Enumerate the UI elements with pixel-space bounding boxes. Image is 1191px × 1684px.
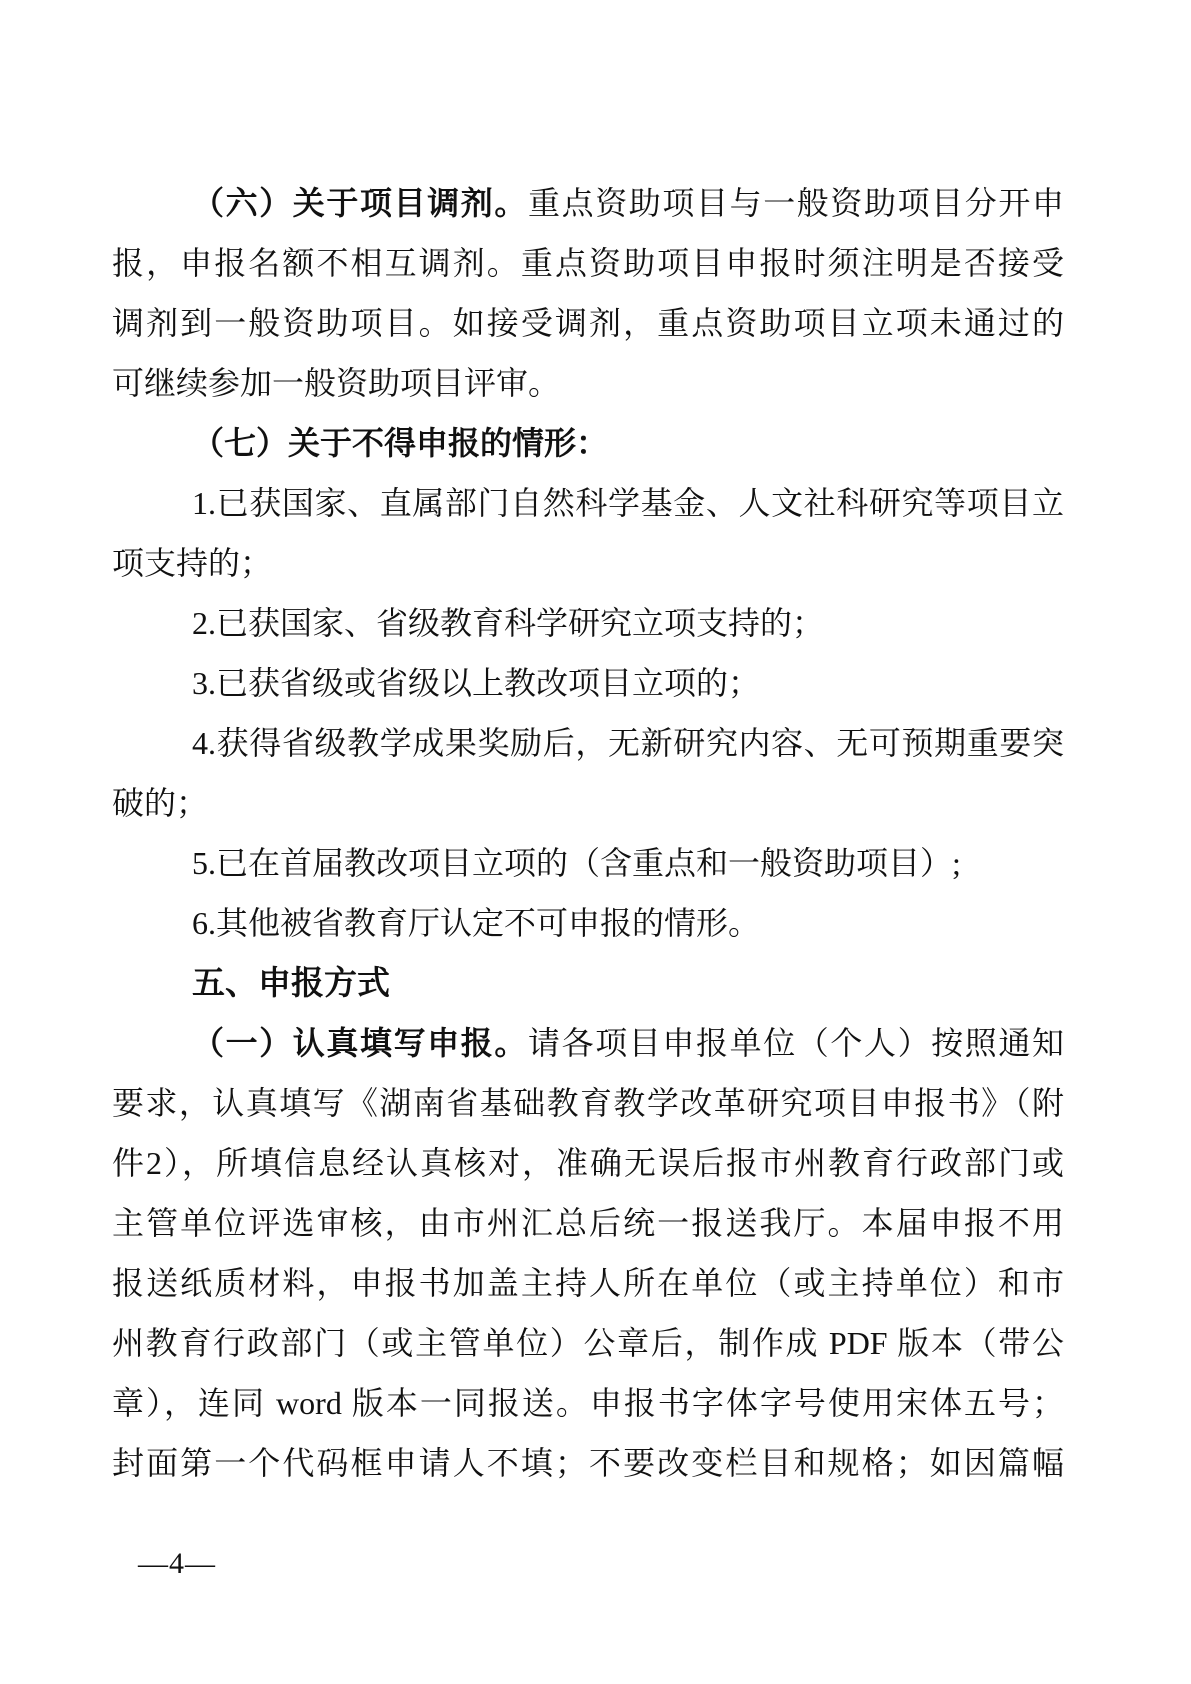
body-text: 1.已获国家、直属部门自然科学基金、人文社科研究等项目立 (192, 485, 1064, 521)
body-text: 3.已获省级或省级以上教改项目立项的； (192, 665, 761, 701)
subheading-text: （一）认真填写申报。 (192, 1025, 528, 1061)
body-text: 主管单位评选审核，由市州汇总后统一报送我厅。本届申报不用 (112, 1205, 1064, 1241)
page-number: —4— (138, 1547, 216, 1580)
body-text: 报送纸质材料，申报书加盖主持人所在单位（或主持单位）和市 (112, 1265, 1064, 1301)
text-line (112, 1133, 1064, 1193)
text-line (112, 173, 1064, 233)
body-text: 6.其他被省教育厅认定不可申报的情形。 (192, 905, 761, 941)
body-text: 请各项目申报单位（个人）按照通知 (528, 1025, 1064, 1061)
body-text: 重点资助项目与一般资助项目分开申 (528, 185, 1064, 221)
text-line (112, 893, 1064, 953)
text-line (112, 353, 1064, 413)
body-text: 4.获得省级教学成果奖励后，无新研究内容、无可预期重要突 (192, 725, 1064, 761)
heading-text: 五、申报方式 (192, 964, 390, 1001)
text-line (112, 713, 1064, 773)
text-line (112, 293, 1064, 353)
text-line (112, 1313, 1064, 1373)
body-text: 州教育行政部门（或主管单位）公章后，制作成 PDF 版本（带公 (112, 1325, 1064, 1361)
text-line (112, 233, 1064, 293)
body-text: 可继续参加一般资助项目评审。 (112, 365, 561, 401)
text-line (112, 1193, 1064, 1253)
text-line (112, 773, 1064, 833)
text-line (112, 1013, 1064, 1073)
body-text: 调剂到一般资助项目。如接受调剂，重点资助项目立项未通过的 (112, 305, 1064, 341)
text-line (112, 1253, 1064, 1313)
document-body (112, 173, 1064, 1493)
body-text: 件2），所填信息经认真核对，准确无误后报市州教育行政部门或 (112, 1145, 1064, 1181)
body-text: 2.已获国家、省级教育科学研究立项支持的； (192, 605, 825, 641)
text-line (112, 1433, 1064, 1493)
text-line (112, 1073, 1064, 1133)
text-line (112, 413, 1064, 473)
body-text: 5.已在首届教改项目立项的（含重点和一般资助项目）; (192, 845, 961, 881)
body-text: 破的； (112, 785, 209, 821)
body-text: 封面第一个代码框申请人不填；不要改变栏目和规格；如因篇幅 (112, 1445, 1064, 1481)
text-line (112, 533, 1064, 593)
text-line (112, 1373, 1064, 1433)
subheading-text: （六）关于项目调剂。 (192, 185, 528, 221)
text-line (112, 593, 1064, 653)
text-line (112, 653, 1064, 713)
body-text: 项支持的； (112, 545, 273, 581)
text-line (112, 833, 1064, 893)
body-text: 要求，认真填写《湖南省基础教育教学改革研究项目申报书》（附 (112, 1085, 1064, 1121)
body-text: 章），连同 word 版本一同报送。申报书字体字号使用宋体五号； (112, 1385, 1064, 1421)
text-line (112, 473, 1064, 533)
subheading-text: （七）关于不得申报的情形： (192, 425, 609, 461)
section-heading (112, 953, 1064, 1013)
body-text: 报，申报名额不相互调剂。重点资助项目申报时须注明是否接受 (112, 245, 1064, 281)
